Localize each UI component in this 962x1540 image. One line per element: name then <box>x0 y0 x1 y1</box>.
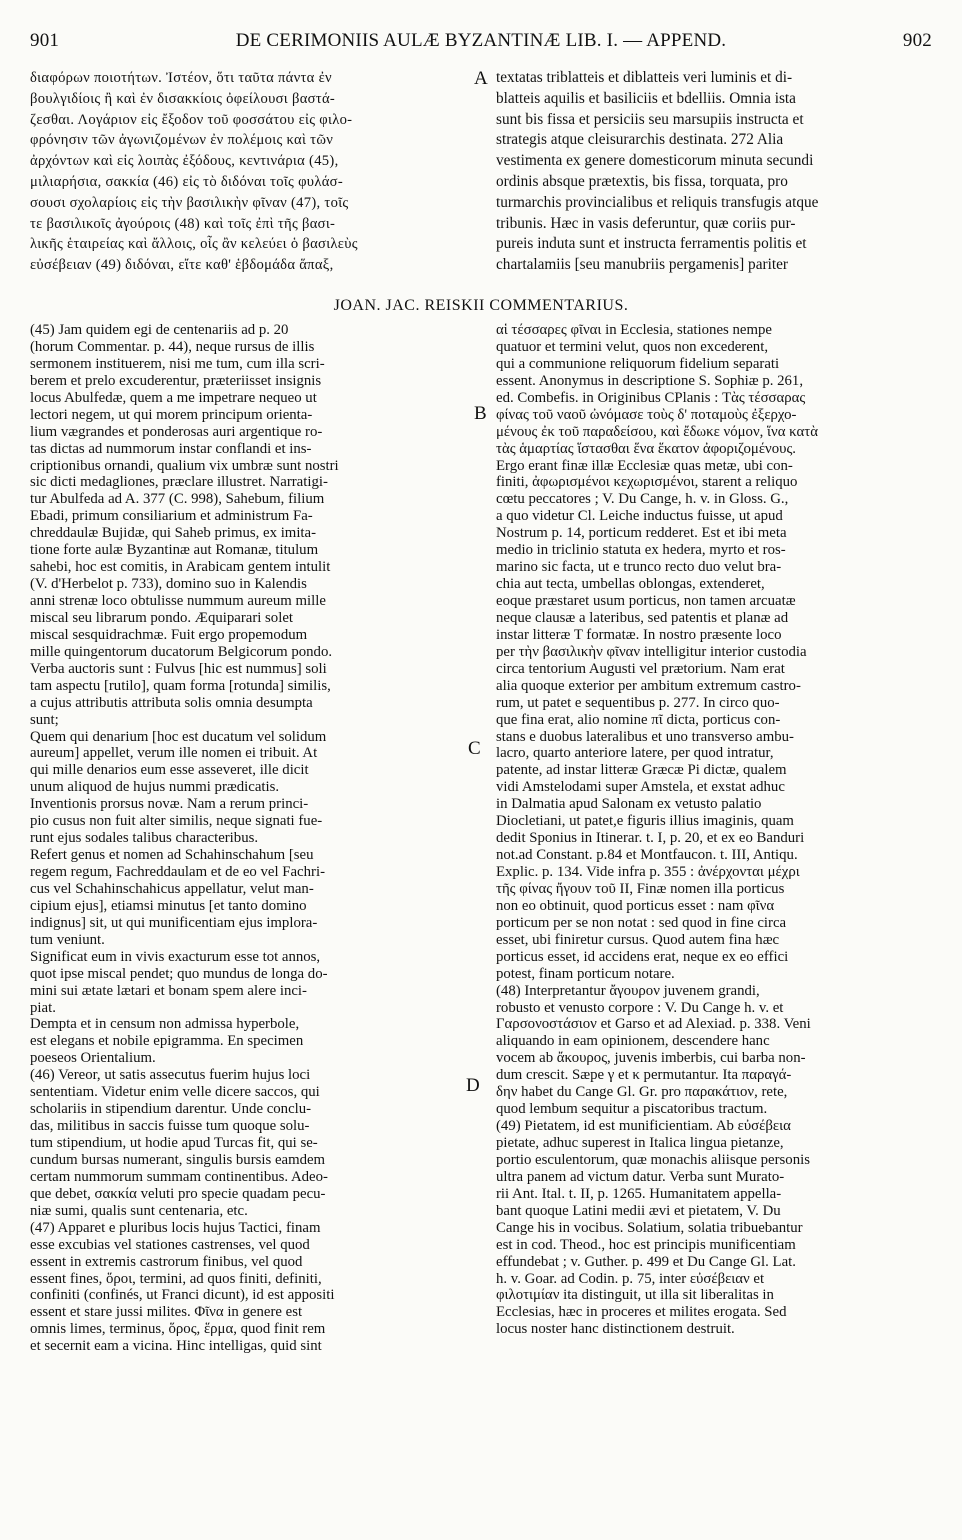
text-line: cus vel Schahinschahicus appellatur, velut man- <box>30 880 314 897</box>
text-line: ed. Combefis. in Originibus CPlanis : Τὰς τέσσαρας <box>496 389 806 406</box>
text-line: regem regum, Fachreddaulam et de eo vel Fachri- <box>30 864 325 880</box>
text-line: effundebat ; v. Guther. p. 499 et Du Cange Gl. Lat. <box>496 1253 796 1270</box>
text-line: mini sui ætate lætari et bonam spem alere inci- <box>30 982 307 999</box>
text-line: tur Abulfeda ad A. 377 (C. 998), Sahebum, filium <box>30 491 325 508</box>
text-line: essent et stare jussi milites. Φῖνα in genere est <box>30 1304 303 1321</box>
text-line: αἱ τέσσαρες φῖναι in Ecclesia, stationes nempe <box>496 322 772 338</box>
text-line: poeseos Orientalium. <box>30 1050 156 1067</box>
text-line: ζεσθαι. Λογάριον εἰς ἔξοδον τοῦ φοσσάτου εἰς φιλο- <box>30 111 353 128</box>
text-line: strategis atque cleisurarchis destinata. 272 Alia <box>496 131 784 149</box>
text-line: lectori negem, ut qui morem principum orienta- <box>30 406 313 423</box>
text-line: φίνας τοῦ ναοῦ ὠνόμασε τοὺς δ' ποταμοὺς ἐξερχο- <box>496 406 797 423</box>
text-line: Ebadi, primum consiliarium et administrum Fa- <box>30 508 313 525</box>
text-line: διαφόρων ποιοτήτων. Ἰστέον, ὅτι ταῦτα πάντα ἐν <box>30 70 332 86</box>
margin-letter-c: C <box>468 738 481 759</box>
text-line: berem et prelo excuderentur, præteriisset insignis <box>30 372 322 389</box>
text-line: chia aut tecta, umbellas oblongas, extenderet, <box>496 576 765 593</box>
text-line: (48) Interpretantur ἄγουρον juvenem grandi, <box>496 982 760 999</box>
text-line: quod lembum sequitur a piscatoribus tractum. <box>496 1101 768 1118</box>
text-line: stans e duobus lateralibus et uno transverso ambu- <box>496 728 794 745</box>
text-line: sermonem instituerem, nisi me tum, cum illa scri- <box>30 355 325 372</box>
text-line: runt ejus sodales talibus characteribus. <box>30 830 259 847</box>
text-line: neque clausæ a lateribus, sed patentis et planæ ad <box>496 609 789 626</box>
text-line: a cujus attributis attributa solis omnia desumpta <box>30 694 313 711</box>
text-line: cundum bursas numerant, singulis bursis eamdem <box>30 1151 326 1168</box>
text-line: μένους ἐκ τοῦ παραδείσου, καὶ ἔδωκε νόμον, ἵνα κατὰ <box>496 423 818 440</box>
margin-letter-d: D <box>466 1075 480 1096</box>
text-line: indignus] sit, ut qui munificentiam ejus implora- <box>30 914 318 931</box>
text-line: robusto et venusto corpore : V. Du Cange h. v. et <box>496 999 784 1016</box>
text-line: est elegans et nobile epigramma. En specimen <box>30 1033 304 1050</box>
text-line: in Dalmatia apud Salonam ex vetusto palatio <box>496 796 762 813</box>
text-line: portio esculentorum, quæ monachis aliisque personis <box>496 1151 810 1168</box>
text-line: dum crescit. Sæpe γ et κ permutantur. Ita παραγά- <box>496 1067 792 1084</box>
page-number-left: 901 <box>30 30 60 51</box>
text-line: τε βασιλικοῖς ἀγούροις (48) καὶ τοῖς ἐπὶ τῆς βασι- <box>30 215 336 232</box>
text-line: dedit Sponius in Itinerar. t. I, p. 20, et ex eo Banduri <box>496 830 805 847</box>
text-line: instar litteræ T formatæ. In nostro præsente loco <box>496 626 782 643</box>
text-line: miscal sesquidrachmæ. Fuit ergo propemodum <box>30 626 308 643</box>
text-line: blatteis aquilis et basiliciis et bdelliis. Omnia ista <box>496 89 796 107</box>
text-line: essent in extremis castrorum finibus, vel quod <box>30 1253 303 1270</box>
text-line: tribunis. Hæc in vasis deferuntur, quæ coriis pur- <box>496 214 796 232</box>
margin-letter-b: B <box>474 403 487 424</box>
text-line: pureis induta sunt et instructa ferramentis politis et <box>496 235 807 253</box>
text-line: Explic. p. 134. Vide infra p. 355 : ἀνέρχονται μέχρι <box>496 864 800 880</box>
text-line: medio in triclinio statuta ex hedera, myrto et ros- <box>496 542 786 559</box>
text-line: et secernit eam a vicina. Hinc intelligas, quid sint <box>30 1338 322 1355</box>
text-line: sic dicti medagliones, præclare illustret. Narratigi- <box>30 474 328 491</box>
text-line: omnis limes, terminus, ὅρος, ἕρμα, quod finit rem <box>30 1321 326 1338</box>
text-line: criptionibus ornandi, qualium vix umbræ sunt nostri <box>30 457 339 474</box>
text-line: das, militibus in saccis fuisse tum quoque solu- <box>30 1118 310 1135</box>
text-line: σουσι σχολαρίοις εἰς τὴν βασιλικὴν φῖναν (47), τοῖς <box>30 194 349 211</box>
text-line: piat. <box>30 999 56 1016</box>
text-line: cipium ejus], etiamsi minutus [et tanto domino <box>30 897 307 914</box>
text-line: porticum per se non notat : sed quod in fine circa <box>496 914 787 931</box>
text-line: cœtu peccatores ; V. Du Cange, h. v. in Gloss. G., <box>496 491 789 508</box>
text-line: μιλιαρήσια, σακκία (46) εἰς τὸ διδόναι τοῖς φυλάσ- <box>30 173 343 190</box>
text-line: circa tentorium Augusti vel prætorium. Nam erat <box>496 660 785 677</box>
text-line: ordinis absque prætextis, bis fissa, torquata, pro <box>496 172 788 190</box>
text-line: essent fines, ὅροι, termini, ad quos finiti, definiti, <box>30 1270 322 1287</box>
text-line: locus noster hanc distinctionem destruit. <box>496 1321 735 1338</box>
text-line: (47) Apparet e pluribus locis hujus Tactici, finam <box>30 1219 321 1236</box>
text-line: non eo obtinuit, quod porticus esset : nam φῖνα <box>496 897 775 914</box>
text-line: tum stipendium, ut hodie apud Turcas fit, qui se- <box>30 1135 318 1151</box>
text-line: que debet, σακκία veluti pro specie quadam pecu- <box>30 1185 326 1202</box>
text-line: unum aliquod de hujus nummi prædicatis. <box>30 779 280 796</box>
commentary-heading: JOAN. JAC. REISKII COMMENTARIUS. <box>333 297 629 314</box>
text-line: τῆς φίνας ἤγουν τοῦ II, Finæ nomen illa porticus <box>496 880 785 897</box>
text-line: locus Abulfedæ, quem a me impetrare nequeo ut <box>30 389 317 406</box>
text-line: lium vægrandes et ponderosas auri argentique ro- <box>30 423 323 440</box>
text-line: miscal seu librarum pondo. Æquiparari solet <box>30 609 293 626</box>
text-line: εὐσέβειαν (49) διδόναι, εἴτε καθ' ἑβδομάδα ἅπαξ, <box>30 257 334 274</box>
text-line: scholariis in stipendium darentur. Unde conclu- <box>30 1101 312 1118</box>
text-line: tum veniunt. <box>30 931 105 948</box>
text-line: (46) Vereor, ut satis assecutus fuerim hujus loci <box>30 1067 311 1084</box>
text-line: h. v. Goar. ad Codin. p. 75, inter εὐσέβειαν et <box>496 1270 765 1287</box>
text-line: Γαρσονοστάσιον et Garso et ad Alexiad. p. 338. Veni <box>496 1016 811 1033</box>
text-line: patente, ad instar litteræ Græcæ Pi dictæ, qualem <box>496 762 787 779</box>
text-line: λικῆς ἑταιρείας καὶ ἄλλοις, οἷς ἂν κελεύει ὁ βασιλεὺς <box>30 236 358 253</box>
text-line: φιλοτιμίαν ita distinguit, ut illa sit liberalitas in <box>496 1287 774 1304</box>
text-line: essent. Anonymus in descriptione S. Sophiæ p. 261, <box>496 372 804 389</box>
text-line: chreddaulæ Bujidæ, qui Saheb primus, ex imita- <box>30 525 317 542</box>
page-header <box>30 30 932 60</box>
text-line: sunt bis fissa et persiciis seu marsupiis instructa et <box>496 110 804 128</box>
text-line: tam aspectu [rutilo], quam forma [rotunda] similis, <box>30 677 331 694</box>
margin-letter-a: A <box>474 68 488 89</box>
text-line: eoque præstaret usum porticus, non tamen arcuatæ <box>496 593 796 609</box>
text-line: not.ad Constant. p.84 et Montfaucon. t. III, Antiqu. <box>496 847 798 864</box>
text-line: textatas triblatteis et diblatteis veri luminis et di- <box>496 69 793 86</box>
text-line: finiti, ἀφωρισμένοι κεχωρισμένοι, starent a reliquo <box>496 474 798 491</box>
text-line: esset, ubi finiretur cursus. Quod autem fina hæc <box>496 931 780 948</box>
text-line: potest, finam porticum notare. <box>496 965 675 982</box>
text-line: alia quoque exterior per ambitum extremum castro- <box>496 677 801 694</box>
text-line: Cange his in vocibus. Solatium, solatia tribuebantur <box>496 1219 803 1236</box>
text-line: vidi Amstelodami super Amstela, et exstat adhuc <box>496 779 785 796</box>
text-line: certam nummorum summam continentibus. Adeo- <box>30 1168 328 1185</box>
commentary-right-column <box>496 322 932 1338</box>
text-line: vestimenta ex genere domesticorum minuta secundi <box>496 152 814 170</box>
text-line: Quem qui denarium [hoc est ducatum vel solidum <box>30 728 327 745</box>
text-line: ἀρχόντων καὶ εἰς λοιπὰς ἐξόδους, κεντινάρια (45), <box>30 153 339 170</box>
latin-translation-column <box>496 68 932 276</box>
text-line: pio cusus non fuit alter similis, neque signati fue- <box>30 813 323 830</box>
text-line: Refert genus et nomen ad Schahinschahum [seu <box>30 847 314 864</box>
text-line: porticus esset, id accidens erat, neque ex eo effici <box>496 948 789 965</box>
text-line: per τὴν βασιλικὴν φῖναν intelligitur interior custodia <box>496 643 807 660</box>
text-line: (V. d'Herbelot p. 733), domino suo in Kalendis <box>30 576 307 593</box>
text-line: mille quingentorum ducatorum Belgicorum pondo. <box>30 643 333 660</box>
text-line: sententiam. Videtur enim velle dicere saccos, qui <box>30 1084 320 1101</box>
text-line: Nostrum p. 14, porticum redderet. Est et ibi meta <box>496 525 787 542</box>
text-line: rum, ut patet e sequentibus p. 277. In circo quo- <box>496 694 780 711</box>
text-line: tas dictas ad nummorum instar conflandi et ins- <box>30 440 312 457</box>
text-line: qui mille denarios eum esse asseveret, ille dicit <box>30 762 309 779</box>
text-line: βουλγιδίοις ἢ καὶ ἐν δισακκίοις ὀφείλουσι βαστά- <box>30 90 336 107</box>
text-line: est in cod. Theod., hoc est principis munificentiam <box>496 1236 796 1253</box>
text-line: chartalamiis [seu manubriis pergamenis] pariter <box>496 256 788 274</box>
text-line: sunt; <box>30 711 59 728</box>
text-line: δην habet du Cange Gl. Gr. pro παρακάτιον, rete, <box>496 1084 788 1101</box>
text-line: τὰς ἁμαρτίας ἵστασθαι ἕνα ἕκατον ἀφοριζομένους. <box>496 440 797 457</box>
text-line: pietate, adhuc superest in Italica lingua pietanze, <box>496 1135 784 1151</box>
greek-text-column <box>30 68 466 276</box>
text-line: φρόνησιν τῶν ἀγωνιζομένων ἐν πολέμοις καὶ τῶν <box>30 132 334 149</box>
text-line: a quo videtur Cl. Leiche inductus fuisse, ut apud <box>496 508 783 525</box>
text-line: sahebi, hoc est comitis, in Arabicam gentem intulit <box>30 559 331 576</box>
text-line: bant quoque Latini medii ævi et pietatem, V. Du <box>496 1202 781 1219</box>
text-line: Dempta et in censum non admissa hyperbole, <box>30 1016 300 1033</box>
text-line: marino sic facta, ut e trunco recto duo velut bra- <box>496 559 782 576</box>
text-line: quatuor et termini velut, quos non excederent, <box>496 338 769 355</box>
text-line: ultra panem ad victum datur. Verba sunt Murato- <box>496 1168 785 1185</box>
running-title: DE CERIMONIIS AULÆ BYZANTINÆ LIB. I. — APPEND. <box>235 30 727 51</box>
commentary-left-column <box>30 322 466 1355</box>
text-line: Significat eum in vivis exacturum esse tot annos, <box>30 948 321 965</box>
text-line: Inventionis prorsus novæ. Nam a rerum princi- <box>30 796 309 813</box>
text-line: Ecclesias, hæc in proceres et milites erogata. Sed <box>496 1304 787 1321</box>
text-line: aureum] appellet, verum ille nomen ei tribuit. At <box>30 745 318 762</box>
text-line: tione forte aulæ Byzantinæ aut Romanæ, titulum <box>30 542 319 559</box>
text-line: anni strenæ loco obtulisse nummum aureum mille <box>30 593 326 609</box>
text-line: vocem ab ἄκουρος, juvenis imberbis, cui barba non- <box>496 1050 806 1067</box>
text-line: rii Ant. Ital. t. II, p. 1265. Humanitatem appella- <box>496 1185 782 1202</box>
text-line: Ergo erant finæ illæ Ecclesiæ quas metæ, ubi con- <box>496 457 793 474</box>
text-line: (45) Jam quidem egi de centenariis ad p. 20 <box>30 322 289 338</box>
text-line: que fina erat, alio nomine πῖ dicta, porticus con- <box>496 711 781 728</box>
text-line: lacro, quarto anteriore latere, per quod intratur, <box>496 745 774 762</box>
page-number-right: 902 <box>902 30 932 51</box>
text-line: (horum Commentar. p. 44), neque rursus de illis <box>30 338 315 355</box>
text-line: confiniti (confinés, ut Franci dicunt), id est appositi <box>30 1287 335 1304</box>
text-line: qui a communione reliquorum fidelium separati <box>496 355 780 372</box>
text-line: Verba auctoris sunt : Fulvus [hic est nummus] soli <box>30 660 327 677</box>
text-line: aliquando in eam opinionem, descendere hanc <box>496 1033 770 1050</box>
text-line: esse excubias vel stationes castrenses, vel quod <box>30 1236 310 1253</box>
text-line: niæ sumi, qualis sunt centenaria, etc. <box>30 1202 248 1219</box>
text-line: (49) Pietatem, id est munificientiam. Ab εὐσέβεια <box>496 1118 791 1135</box>
text-line: quot ipse miscal pendet; quo mundus de longa do- <box>30 965 328 982</box>
text-line: Diocletiani, ut patet,e figuris illius imaginis, quam <box>496 813 794 830</box>
text-line: turmarchis provincialibus et reliquis transfugis atque <box>496 193 819 211</box>
